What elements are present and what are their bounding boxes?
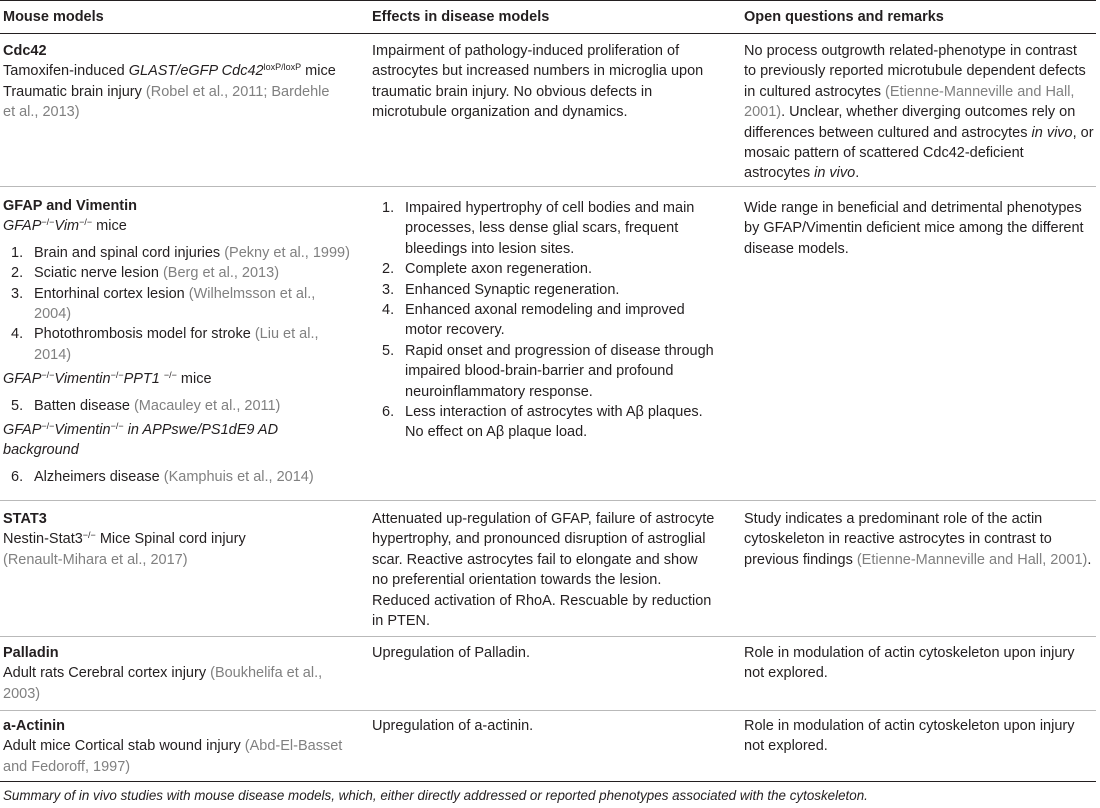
remark-line: not explored. xyxy=(744,665,828,682)
citation-link[interactable]: (Renault-Mihara et al., 2017) xyxy=(3,551,188,568)
effect-line: no preferential orientation towards the lesion. xyxy=(372,572,662,589)
list-item: 1. Brain and spinal cord injuries (Pekny et al., 1999) xyxy=(11,244,350,261)
citation-link[interactable]: et al., 2013) xyxy=(3,104,80,121)
remark-line: disease models. xyxy=(744,240,849,257)
table-header-rule xyxy=(0,33,1096,34)
citation-link[interactable]: (Kamphuis et al., 2014) xyxy=(163,468,314,485)
remark-line: not explored. xyxy=(744,738,828,755)
effect-line: in PTEN. xyxy=(372,613,431,630)
effect-line: hypertrophy, and pronounced disruption of astroglial xyxy=(372,531,706,548)
citation-link[interactable]: 2001) xyxy=(744,104,782,121)
remark-line: Role in modulation of actin cytoskeleton upon injury xyxy=(744,718,1075,734)
cdc42-effects xyxy=(372,41,703,123)
remark-line: 2001). Unclear, whether diverging outcomes rely on xyxy=(744,104,1076,121)
gfap-remarks xyxy=(744,198,1084,259)
gfap-genotype-1: GFAP−/−Vim−/− mice xyxy=(3,217,127,235)
palladin-model: Adult rats Cerebral cortex injury (Boukhelifa et al., xyxy=(3,665,323,682)
citation-link[interactable]: (Boukhelifa et al., xyxy=(210,665,323,682)
citation-link[interactable]: (Etienne-Manneville and Hall, xyxy=(885,83,1075,100)
remark-line: in cultured astrocytes (Etienne-Manneville and Hall, xyxy=(744,83,1075,100)
effect-line: Attenuated up-regulation of GFAP, failure of astrocyte xyxy=(372,511,715,527)
palladin-title: Palladin xyxy=(3,645,59,661)
list-item: 6. Less interaction of astrocytes with Aβ plaques. No effect on Aβ plaque load. xyxy=(382,404,703,441)
actinin-models xyxy=(3,716,342,777)
cdc42-models xyxy=(3,41,336,123)
citation-link[interactable]: (Macauley et al., 2011) xyxy=(133,397,281,414)
actinin-model: Adult mice Cortical stab wound injury (Abd-El-Basset xyxy=(3,738,343,755)
remark-line: differences between cultured and astrocytes in vivo, or xyxy=(744,124,1094,141)
table-bottom-rule xyxy=(0,781,1096,782)
effect-line: astrocytes but increased numbers in microglia upon xyxy=(372,63,704,80)
citation-link[interactable]: (Berg et al., 2013) xyxy=(162,265,280,282)
gfap-models xyxy=(3,196,350,487)
remark-line: Wide range in beneficial and detrimental phenotypes xyxy=(744,200,1082,216)
list-item: 2. Sciatic nerve lesion (Berg et al., 2013) xyxy=(11,265,280,282)
row-divider xyxy=(0,186,1096,187)
remark-line: mosaic pattern of scattered Cdc42-deficient xyxy=(744,145,1024,162)
list-item: 4. Enhanced axonal remodeling and improved motor recovery. xyxy=(382,302,685,339)
actinin-effects xyxy=(372,716,533,736)
list-item: 3. Enhanced Synaptic regeneration. xyxy=(382,281,620,298)
remark-line: No process outgrowth related-phenotype in contrast xyxy=(744,43,1077,59)
effect-line: Reduced activation of RhoA. Rescuable by reduction xyxy=(372,592,712,609)
row-divider xyxy=(0,500,1096,501)
stat3-title: STAT3 xyxy=(3,511,47,527)
citation-link[interactable]: and Fedoroff, 1997) xyxy=(3,758,131,775)
cdc42-model: Traumatic brain injury (Robel et al., 2011; Bardehle xyxy=(3,83,330,100)
remark-line: astrocytes in vivo. xyxy=(744,165,860,182)
citation-link[interactable]: (Wilhelmsson et al., xyxy=(188,285,316,302)
effect-line: traumatic brain injury. No obvious defects in xyxy=(372,83,653,100)
effect-line: Impairment of pathology-induced proliferation of xyxy=(372,43,680,59)
remark-line: Role in modulation of actin cytoskeleton upon injury xyxy=(744,645,1075,661)
citation-link[interactable]: 2004) xyxy=(34,306,72,323)
gfap-genotype-3: GFAP−/−Vimentin−/− in APPswe/PS1dE9 AD xyxy=(3,421,279,439)
stat3-model: Nestin-Stat3−/− Mice Spinal cord injury xyxy=(3,530,246,548)
effect-line: microtubule organization and dynamics. xyxy=(372,104,628,121)
citation-link[interactable]: (Etienne-Manneville and Hall, 2001) xyxy=(856,551,1088,568)
remark-line: Study indicates a predominant role of the actin xyxy=(744,511,1043,527)
citation-link[interactable]: (Liu et al., xyxy=(254,326,319,343)
header-remarks: Open questions and remarks xyxy=(744,9,944,25)
palladin-remarks xyxy=(744,643,1074,684)
effect-line: Upregulation of a-actinin. xyxy=(372,718,534,734)
row-divider xyxy=(0,636,1096,637)
list-item: 4. Photothrombosis model for stroke (Liu et al., 2014) xyxy=(11,326,319,363)
remark-line: to previously reported microtubule dependent defects xyxy=(744,63,1086,80)
gfap-effects xyxy=(382,198,714,443)
stat3-effects xyxy=(372,509,714,631)
header-mouse-models: Mouse models xyxy=(3,9,104,25)
palladin-models xyxy=(3,643,322,704)
remark-line: previous findings (Etienne-Manneville and Hall, 2001). xyxy=(744,551,1092,568)
table-caption: Summary of in vivo studies with mouse disease models, which, either directly addressed or reported phenotypes associated with the cytoskeleton. xyxy=(3,788,868,803)
remark-line: cytoskeleton in reactive astrocytes in contrast to xyxy=(744,531,1052,548)
palladin-effects xyxy=(372,643,530,663)
effect-line: scar. Reactive astrocytes fail to elongate and show xyxy=(372,551,698,568)
citation-link[interactable]: (Robel et al., 2011; Bardehle xyxy=(145,83,330,100)
cdc42-genotype: Tamoxifen-induced GLAST/eGFP $Cdc42^{loxP/loxP}$ mice xyxy=(3,62,336,80)
cdc42-title: Cdc42 xyxy=(3,43,47,59)
list-item: 2. Complete axon regeneration. xyxy=(382,261,593,278)
remark-line: by GFAP/Vimentin deficient mice among the different xyxy=(744,220,1084,237)
list-item: 6. Alzheimers disease (Kamphuis et al., 2014) xyxy=(11,468,314,485)
table-top-rule xyxy=(0,0,1096,1)
list-item: 1. Impaired hypertrophy of cell bodies and main processes, less dense glial scars, frequent bleedings into lesion sites. xyxy=(382,200,695,257)
actinin-remarks xyxy=(744,716,1074,757)
stat3-remarks xyxy=(744,509,1091,570)
citation-link[interactable]: 2014) xyxy=(34,346,72,363)
gfap-genotype-2: GFAP−/−Vimentin−/−PPT1 −/− mice xyxy=(3,370,212,388)
row-divider xyxy=(0,710,1096,711)
actinin-title: a-Actinin xyxy=(3,718,66,734)
list-item: 5. Rapid onset and progression of disease through impaired blood-brain-barrier and profound neuroinflammatory response. xyxy=(382,342,714,400)
list-item: 3. Entorhinal cortex lesion (Wilhelmsson et al., 2004) xyxy=(11,285,316,323)
citation-link[interactable]: (Abd-El-Basset xyxy=(244,738,343,755)
cdc42-remarks xyxy=(744,41,1094,184)
header-effects: Effects in disease models xyxy=(372,9,550,25)
citation-link[interactable]: 2003) xyxy=(3,685,41,702)
gfap-title: GFAP and Vimentin xyxy=(3,198,138,214)
list-item: 5. Batten disease (Macauley et al., 2011) xyxy=(11,397,281,414)
citation-link[interactable]: (Pekny et al., 1999) xyxy=(224,244,350,261)
effect-line: Upregulation of Palladin. xyxy=(372,645,530,661)
stat3-models xyxy=(3,509,246,570)
gfap-genotype-3-cont: background xyxy=(3,442,79,459)
